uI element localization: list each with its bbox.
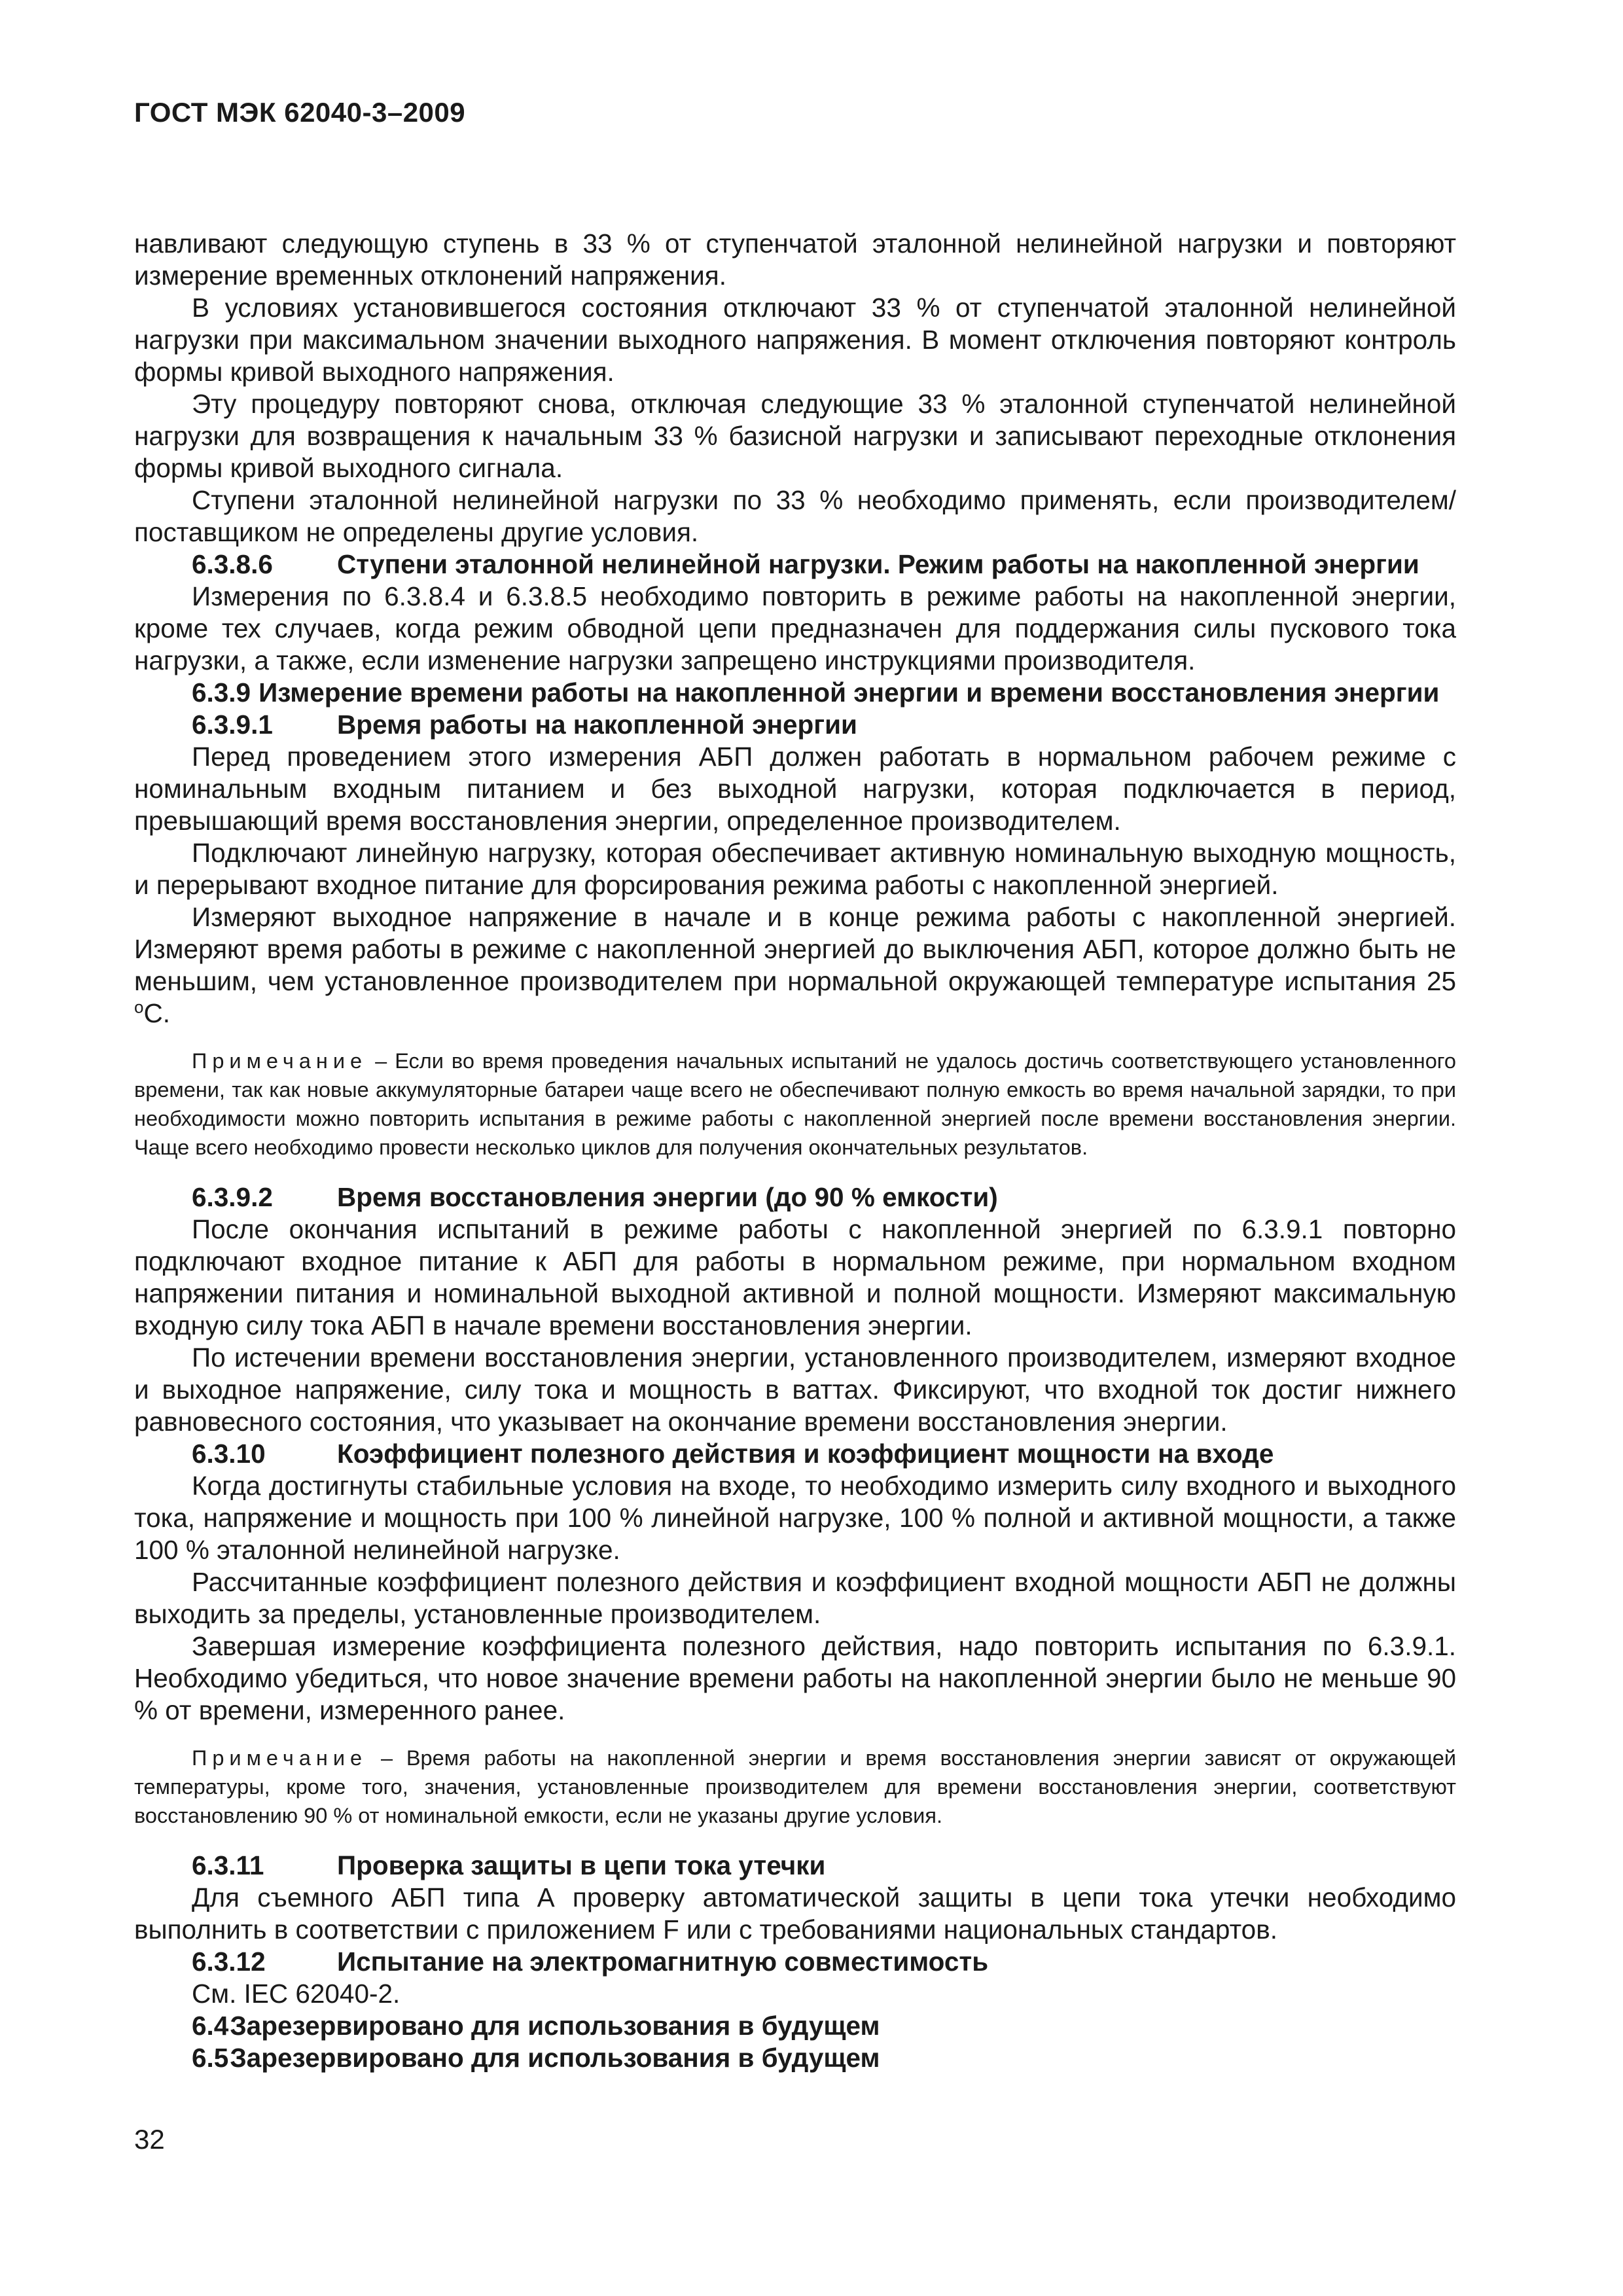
section-heading-6-3-8-6 (134, 548, 1456, 581)
section-number: 6.4 (192, 2011, 229, 2041)
section-number: 6.3.9.1 (192, 709, 273, 740)
paragraph: Перед проведением этого измерения АБП должен работать в нормальном рабочем режиме с номинальным входным питанием и без выходной нагрузки, которая подключается в период, превышающий время восстановления энергии, определенное производителем. (134, 742, 1456, 836)
paragraph: См. IEC 62040-2. (192, 1979, 401, 2009)
section-heading-6-3-9 (134, 677, 1456, 709)
paragraph-end: С. (143, 998, 170, 1028)
section-number: 6.3.12 (192, 1946, 266, 1977)
page-number: 32 (134, 2124, 165, 2155)
note-label: Примечание (192, 1049, 368, 1073)
section-heading-6-3-12 (134, 1946, 1456, 1978)
paragraph-text: Измеряют выходное напряжение в начале и в конце режима работы с накопленной энергией. Измеряют время работы в режиме с накопленной энергией до выключения АБП, которое должно быть не меньшим, чем установленное производителем при нормальной окружающей температуре испытания 25 (134, 902, 1456, 996)
note (134, 1744, 1456, 1830)
section-title: Коэффициент полезного действия и коэффициент мощности на входе (337, 1439, 1274, 1469)
section-title: Время работы на накопленной энергии (337, 709, 857, 740)
paragraph: Эту процедуру повторяют снова, отключая следующие 33 % эталонной ступенчатой нелинейной нагрузки для возвращения к начальным 33 % базисной нагрузки и записывают переходные отклонения формы кривой выходного сигнала. (134, 389, 1456, 483)
note-text: – Если во время проведения начальных испытаний не удалось достичь соответствующего установленного времени, так как новые аккумуляторные батареи чаще всего не обеспечивают полную емкость во время начальной зарядки, то при необходимости можно повторить испытания в режиме работы с накопленной энергией после времени восстановления энергии. Чаще всего необходимо провести несколько циклов для получения окончательных результатов. (134, 1049, 1456, 1159)
section-heading-6-4 (134, 2010, 1456, 2042)
paragraph: Для съемного АБП типа А проверку автоматической защиты в цепи тока утечки необходимо выполнить в соответствии с приложением F или с требованиями национальных стандартов. (134, 1882, 1456, 1945)
paragraph: Измерения по 6.3.8.4 и 6.3.8.5 необходимо повторить в режиме работы на накопленной энергии, кроме тех случаев, когда режим обводной цепи предназначен для поддержания силы пускового тока нагрузки, а также, если изменение нагрузки запрещено инструкциями производителя. (134, 581, 1456, 675)
note-text: – Время работы на накопленной энергии и время восстановления энергии зависят от окружающей температуры, кроме того, значения, установленные производителем для времени восстановления энергии, соответствуют восстановлению 90 % от номинальной емкости, если не указаны другие условия. (134, 1746, 1456, 1827)
section-number: 6.3.8.6 (192, 549, 273, 579)
section-number: 6.3.10 (192, 1439, 266, 1469)
paragraph (134, 901, 1456, 1030)
paragraph: Подключают линейную нагрузку, которая обеспечивает активную номинальную выходную мощность, и перерывают входное питание для форсирования режима работы с накопленной энергией. (134, 838, 1456, 900)
section-heading-6-3-9-2 (134, 1181, 1456, 1213)
section-title: Зарезервировано для использования в будущем (230, 2043, 880, 2073)
paragraph: навливают следующую ступень в 33 % от ступенчатой эталонной нелинейной нагрузки и повторяют измерение временных отклонений напряжения. (134, 228, 1456, 291)
section-title: Измерение времени работы на накопленной энергии и времени восстановления энергии (259, 677, 1440, 708)
paragraph: Рассчитанные коэффициент полезного действия и коэффициент входной мощности АБП не должны выходить за пределы, установленные производителем. (134, 1567, 1456, 1629)
paragraph: Завершая измерение коэффициента полезного действия, надо повторить испытания по 6.3.9.1. Необходимо убедиться, что новое значение времени работы на накопленной энергии было не меньше 90 % от времени, измеренного ранее. (134, 1631, 1456, 1725)
section-title: Зарезервировано для использования в будущем (230, 2011, 880, 2041)
paragraph: По истечении времени восстановления энергии, установленного производителем, измеряют входное и выходное напряжение, силу тока и мощность в ваттах. Фиксируют, что входной ток достиг нижнего равновесного состояния, что указывает на окончание времени восстановления энергии. (134, 1342, 1456, 1437)
section-number: 6.3.11 (192, 1850, 264, 1880)
section-number: 6.3.9 (192, 677, 251, 708)
section-title: Время восстановления энергии (до 90 % емкости) (337, 1182, 998, 1212)
section-title: Проверка защиты в цепи тока утечки (337, 1850, 826, 1880)
paragraph: В условиях установившегося состояния отключают 33 % от ступенчатой эталонной нелинейной нагрузки при максимальном значении выходного напряжения. В момент отключения повторяют контроль формы кривой выходного напряжения. (134, 293, 1456, 387)
section-heading-6-3-10 (134, 1438, 1456, 1470)
page-header: ГОСТ МЭК 62040-3–2009 (134, 97, 466, 128)
page-body (134, 228, 1456, 2074)
note-label: Примечание (192, 1746, 368, 1770)
note (134, 1047, 1456, 1162)
section-number: 6.3.9.2 (192, 1182, 273, 1212)
section-title: Ступени эталонной нелинейной нагрузки. Режим работы на накопленной энергии (337, 549, 1419, 579)
paragraph: Ступени эталонной нелинейной нагрузки по 33 % необходимо применять, если производителем/поставщиком не определены другие условия. (134, 485, 1456, 547)
degree-sign: o (134, 997, 144, 1017)
section-heading-6-3-11 (134, 1850, 1456, 1882)
section-number: 6.5 (192, 2043, 229, 2073)
section-title: Испытание на электромагнитную совместимость (337, 1946, 989, 1977)
section-heading-6-3-9-1 (134, 709, 1456, 741)
section-heading-6-5 (134, 2042, 1456, 2074)
paragraph: Когда достигнуты стабильные условия на входе, то необходимо измерить силу входного и выходного тока, напряжение и мощность при 100 % линейной нагрузке, 100 % полной и активной мощности, а также 100 % эталонной нелинейной нагрузке. (134, 1471, 1456, 1565)
paragraph: После окончания испытаний в режиме работы с накопленной энергией по 6.3.9.1 повторно подключают входное питание к АБП для работы в нормальном режиме, при нормальном входном напряжении питания и номинальной выходной активной и полной мощности. Измеряют максимальную входную силу тока АБП в начале времени восстановления энергии. (134, 1214, 1456, 1340)
